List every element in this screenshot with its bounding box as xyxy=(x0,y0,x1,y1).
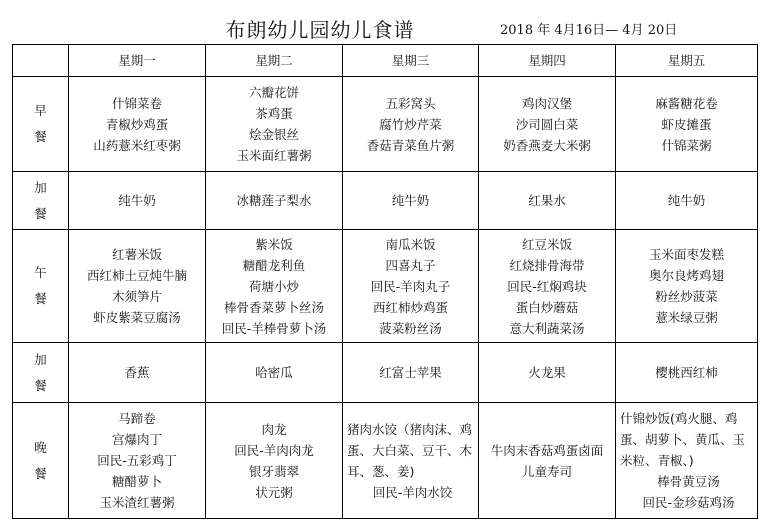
dish: 冰糖莲子梨水 xyxy=(236,193,312,208)
menu-cell xyxy=(343,403,479,519)
meal-label: 晚 餐 xyxy=(13,403,69,519)
dish: 木须笋片 xyxy=(111,289,162,304)
dish: 腐竹炒芹菜 xyxy=(379,116,442,132)
day-header: 星期三 xyxy=(343,45,479,77)
dish: 烩金银丝 xyxy=(248,127,299,142)
menu-cell xyxy=(69,77,206,172)
breakfast-row xyxy=(13,77,758,172)
dish: 回民-羊棒骨萝卜汤 xyxy=(221,320,327,336)
dish: 玉米面红薯粥 xyxy=(236,148,312,163)
dish: 回民-羊肉丸子 xyxy=(370,278,451,294)
dish: 红烧排骨海带 xyxy=(509,257,585,273)
menu-cell xyxy=(479,172,616,230)
menu-cell xyxy=(206,230,343,343)
dish: 鸡肉汉堡 xyxy=(521,95,572,111)
dish: 奥尔良烤鸡翅 xyxy=(648,268,724,283)
menu-cell xyxy=(479,230,616,343)
menu-cell xyxy=(616,403,758,519)
menu-cell xyxy=(206,77,343,172)
menu-cell xyxy=(206,172,343,230)
dish: 菠菜粉丝汤 xyxy=(379,320,442,336)
menu-cell xyxy=(206,403,343,519)
dish: 棒骨香菜萝卜丝汤 xyxy=(223,299,324,315)
date-range: 2018 年 4月16日— 4月 20日 xyxy=(500,23,678,38)
snack-row xyxy=(13,172,758,230)
menu-cell xyxy=(479,343,616,403)
menu-cell xyxy=(69,403,206,519)
dish: 回民-羊肉肉龙 xyxy=(234,442,314,458)
dish: 粉丝炒菠菜 xyxy=(655,289,718,304)
dish: 蛋白炒蘑菇 xyxy=(515,299,579,315)
menu-cell xyxy=(69,172,206,230)
snack-row xyxy=(13,343,758,403)
dish: 马蹄卷 xyxy=(118,411,156,426)
dish: 荷塘小炒 xyxy=(248,278,299,294)
dish: 四喜丸子 xyxy=(385,257,436,273)
dish: 纯牛奶 xyxy=(391,193,430,208)
meal-label: 加 餐 xyxy=(13,172,69,230)
menu-cell xyxy=(616,230,758,343)
day-header: 星期二 xyxy=(206,45,343,77)
menu-cell xyxy=(616,343,758,403)
dish: 回民-金珍菇鸡汤 xyxy=(642,495,735,510)
dish: 回民-五彩鸡丁 xyxy=(97,453,177,468)
menu-cell xyxy=(69,230,206,343)
menu-cell xyxy=(343,230,479,343)
dish: 香菇青菜鱼片粥 xyxy=(366,137,455,153)
dish: 薏米绿豆粥 xyxy=(655,310,718,325)
menu-cell xyxy=(343,343,479,403)
dish: 红果水 xyxy=(528,193,566,208)
header-row xyxy=(13,45,758,77)
dish: 什锦菜粥 xyxy=(661,137,712,153)
dish: 紫米饭 xyxy=(255,236,293,252)
dish: 回民-红焖鸡块 xyxy=(507,278,587,294)
corner-cell xyxy=(13,45,69,77)
dish: 状元粥 xyxy=(255,484,293,500)
dish: 奶香燕麦大米粥 xyxy=(503,137,591,153)
dish: 茶鸡蛋 xyxy=(255,106,293,121)
dish: 红富士苹果 xyxy=(379,365,442,380)
lunch-row xyxy=(13,230,758,343)
dish: 红薯米饭 xyxy=(111,247,162,262)
dish: 糖醋龙利鱼 xyxy=(242,257,306,273)
dish: 棒骨黄豆汤 xyxy=(657,474,720,489)
dish: 南瓜米饭 xyxy=(385,236,436,252)
dish: 宫爆肉丁 xyxy=(111,432,162,447)
dish: 樱桃西红柿 xyxy=(655,365,718,380)
dish: 意大利蔬菜汤 xyxy=(509,320,585,336)
dish: 沙司圆白菜 xyxy=(515,116,579,132)
dish: 肉龙 xyxy=(261,421,287,437)
dish: 猪肉水饺（猪肉沫、鸡蛋、大白菜、豆干、木耳、葱、姜) xyxy=(347,421,473,479)
dish: 西红柿土豆炖牛腩 xyxy=(86,268,187,283)
dish: 西红柿炒鸡蛋 xyxy=(372,299,448,315)
meal-label: 早 餐 xyxy=(13,77,69,172)
menu-cell xyxy=(343,172,479,230)
dish: 玉米渣红薯粥 xyxy=(99,495,175,510)
dish: 玉米面枣发糕 xyxy=(648,247,724,262)
dish: 哈密瓜 xyxy=(255,365,293,380)
dish: 麻酱糖花卷 xyxy=(655,95,718,111)
menu-cell xyxy=(206,343,343,403)
dish: 回民-羊肉水饺 xyxy=(372,484,453,500)
dish: 糖醋萝卜 xyxy=(111,474,162,489)
dish: 六瓣花饼 xyxy=(248,85,299,100)
menu-cell xyxy=(616,77,758,172)
menu-title: 布朗幼儿园幼儿食谱 xyxy=(225,18,415,42)
menu-cell xyxy=(479,77,616,172)
dish: 虾皮紫菜豆腐汤 xyxy=(93,310,181,325)
dish: 儿童寿司 xyxy=(521,463,572,479)
day-header: 星期四 xyxy=(479,45,616,77)
dish: 虾皮摊蛋 xyxy=(661,116,712,132)
dish: 纯牛奶 xyxy=(118,193,156,208)
meal-label: 午 餐 xyxy=(13,230,69,343)
dish: 火龙果 xyxy=(528,365,566,380)
meal-label: 加 餐 xyxy=(13,343,69,403)
dish: 什锦菜卷 xyxy=(111,95,162,111)
dish: 山药薏米红枣粥 xyxy=(93,137,181,153)
dish: 五彩窝头 xyxy=(385,95,436,111)
dish: 青椒炒鸡蛋 xyxy=(105,116,169,132)
dish: 牛肉末香菇鸡蛋卤面 xyxy=(490,442,604,458)
menu-cell xyxy=(616,172,758,230)
menu-cell xyxy=(343,77,479,172)
dish: 纯牛奶 xyxy=(667,193,706,208)
menu-cell xyxy=(69,343,206,403)
dish: 香蕉 xyxy=(124,365,150,380)
day-header: 星期五 xyxy=(616,45,758,77)
dish: 什锦炒饭(鸡火腿、鸡蛋、胡萝卜、黄瓜、玉米粒、青椒、) xyxy=(620,411,746,468)
menu-cell xyxy=(479,403,616,519)
dish: 红豆米饭 xyxy=(521,236,572,252)
dish: 银牙翡翠 xyxy=(248,463,299,479)
day-header: 星期一 xyxy=(69,45,206,77)
dinner-row xyxy=(13,403,758,519)
weekly-menu-table xyxy=(12,44,758,519)
